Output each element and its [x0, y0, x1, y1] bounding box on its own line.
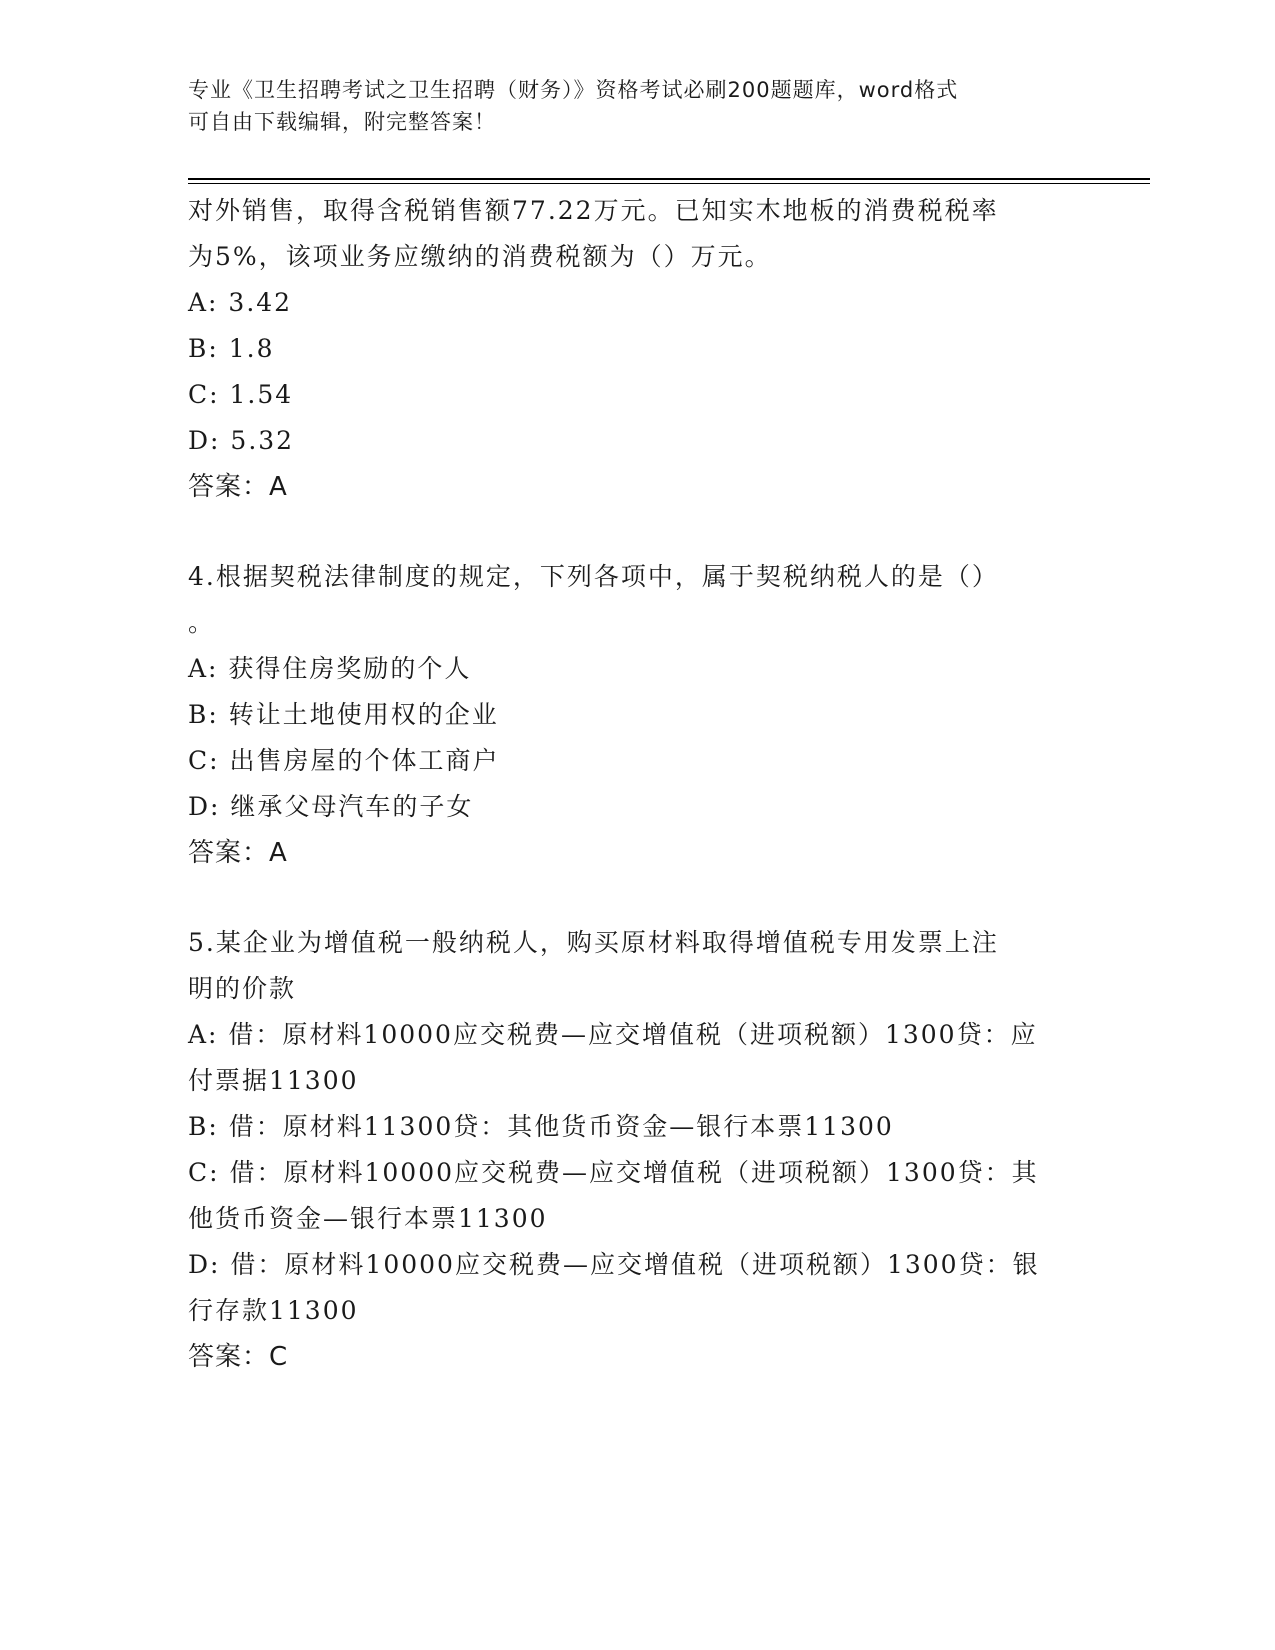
option-b: B: 转让土地使用权的企业	[188, 700, 499, 729]
option-b: B: 1.8	[188, 334, 275, 363]
question-stem-line: 明的价款	[188, 974, 297, 1003]
question-stem-line: 对外销售，取得含税销售额77.22万元。已知实木地板的消费税税率	[188, 196, 999, 225]
option-a: A: 获得住房奖励的个人	[188, 654, 472, 683]
option-d-continued: 行存款11300	[188, 1296, 359, 1325]
option-c-continued: 他货币资金—银行本票11300	[188, 1204, 548, 1233]
document-header	[188, 74, 1088, 138]
option-b: B: 借：原材料11300贷：其他货币资金—银行本票11300	[188, 1112, 894, 1141]
option-d: D: 5.32	[188, 426, 295, 455]
option-a: A: 借：原材料10000应交税费—应交增值税（进项税额）1300贷：应	[188, 1020, 1038, 1049]
header-divider-thick	[188, 178, 1150, 180]
option-d: D: 继承父母汽车的子女	[188, 792, 474, 821]
answer-line: 答案：A	[188, 838, 288, 868]
option-c: C: 借：原材料10000应交税费—应交增值税（进项税额）1300贷：其	[188, 1158, 1039, 1187]
question-spacer	[188, 510, 1088, 554]
option-d: D: 借：原材料10000应交税费—应交增值税（进项税额）1300贷：银	[188, 1250, 1040, 1279]
question-spacer	[188, 876, 1088, 920]
header-line-2: 可自由下载编辑，附完整答案！	[188, 110, 496, 134]
answer-line: 答案：A	[188, 472, 288, 502]
question-stem-line: 5.某企业为增值税一般纳税人，购买原材料取得增值税专用发票上注	[188, 928, 999, 957]
question-list	[188, 188, 1088, 1380]
option-a: A: 3.42	[188, 288, 293, 317]
header-line-1: 专业《卫生招聘考试之卫生招聘（财务）》资格考试必刷200题题库，word格式	[188, 78, 959, 102]
question-block	[188, 188, 1088, 510]
answer-line: 答案：C	[188, 1342, 289, 1372]
question-block	[188, 554, 1088, 876]
header-divider-thin	[188, 183, 1150, 184]
question-stem-line: 为5%，该项业务应缴纳的消费税额为（）万元。	[188, 242, 772, 271]
question-stem-line: 。	[188, 608, 216, 637]
option-c: C: 1.54	[188, 380, 294, 409]
question-stem-line: 4.根据契税法律制度的规定，下列各项中，属于契税纳税人的是（）	[188, 562, 999, 591]
option-c: C: 出售房屋的个体工商户	[188, 746, 500, 775]
question-block	[188, 920, 1088, 1380]
option-a-continued: 付票据11300	[188, 1066, 359, 1095]
